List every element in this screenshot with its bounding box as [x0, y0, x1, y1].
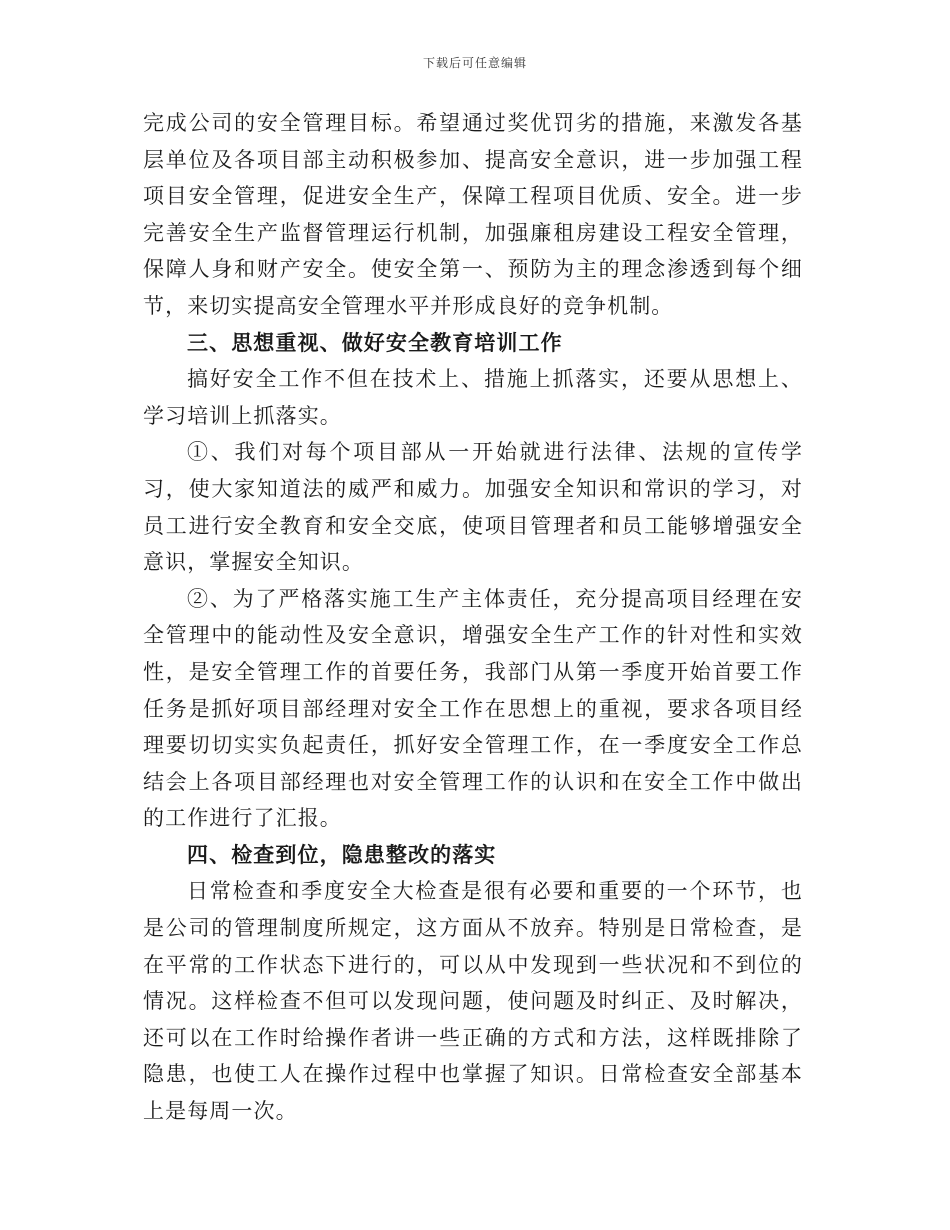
paragraph-manager-responsibility: ②、为了严格落实施工生产主体责任，充分提高项目经理在安全管理中的能动性及安全意识，增强安全生产工作的针对性和实效性，是安全管理工作的首要任务，我部门从第一季度开始首要工作任务是抓好项目部经理对安全工作在思想上的重视，要求各项目经理要切切实实负起责任，抓好安全管理工作，在一季度安全工作总结会上各项目部经理也对安全管理工作的认识和在安全工作中做出的工作进行了汇报。: [143, 586, 803, 831]
paragraph-law-education: ①、我们对每个项目部从一开始就进行法律、法规的宣传学习，使大家知道法的威严和威力。加强安全知识和常识的学习，对员工进行安全教育和安全交底，使项目管理者和员工能够增强安全意识，掌握安全知识。: [143, 440, 803, 575]
paragraph-training-intro: 搞好安全工作不但在技术上、措施上抓落实，还要从思想上、学习培训上抓落实。: [143, 367, 803, 428]
page-header: 下载后可任意编辑: [422, 56, 527, 70]
section-heading-4: 四、检查到位，隐患整改的落实: [187, 841, 497, 867]
document-body: [143, 105, 803, 1130]
section-heading-3: 三、思想重视、做好安全教育培训工作: [187, 329, 563, 355]
paragraph-safety-goals: 完成公司的安全管理目标。希望通过奖优罚劣的措施，来激发各基层单位及各项目部主动积极参加、提高安全意识，进一步加强工程项目安全管理，促进安全生产，保障工程项目优质、安全。进一步完善安全生产监督管理运行机制，加强廉租房建设工程安全管理，保障人身和财产安全。使安全第一、预防为主的理念渗透到每个细节，来切实提高安全管理水平并形成良好的竞争机制。: [143, 111, 803, 318]
paragraph-daily-inspection: 日常检查和季度安全大检查是很有必要和重要的一个环节，也是公司的管理制度所规定，这方面从不放弃。特别是日常检查，是在平常的工作状态下进行的，可以从中发现到一些状况和不到位的情况。这样检查不但可以发现问题，使问题及时纠正、及时解决，还可以在工作时给操作者讲一些正确的方式和方法，这样既排除了隐患，也使工人在操作过程中也掌握了知识。日常检查安全部基本上是每周一次。: [143, 879, 803, 1124]
